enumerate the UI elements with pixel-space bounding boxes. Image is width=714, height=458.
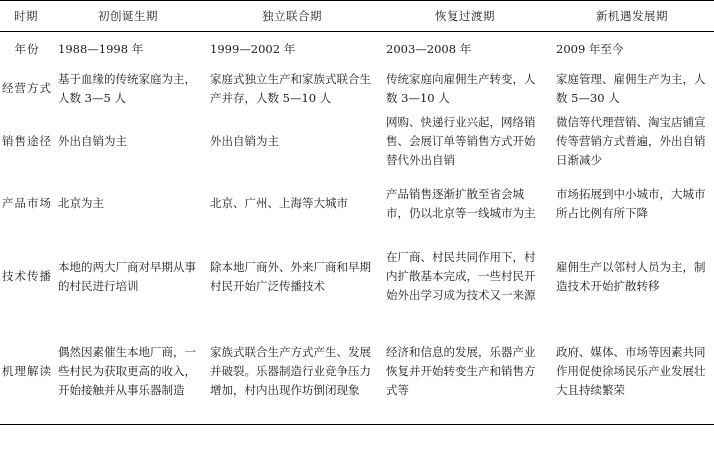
- table-row-sales-channel: [0, 111, 714, 173]
- table-cell: 本地的两大厂商对早期从事的村民进行培训: [58, 259, 196, 293]
- table-body: [0, 32, 714, 425]
- table-cell: 传统家庭向雇佣生产转变，人数 3—10 人: [386, 71, 536, 105]
- table-cell: 经济和信息的发展，乐器产业恢复并开始转变生产和销售方式等: [380, 319, 550, 425]
- table-cell: 外出自销为主: [58, 134, 127, 148]
- header-row: [0, 1, 714, 32]
- table-cell: 市场拓展到中小城市，大城市所占比例有所下降: [556, 186, 706, 220]
- table-row-product-market: [0, 173, 714, 235]
- row-label-year: 年份: [14, 41, 40, 56]
- table-cell: 家族式联合生产方式产生、发展并破裂。乐器制造行业竞争压力增加，村内出现作坊倒闭现象: [204, 319, 380, 425]
- header-period: 时期: [0, 1, 52, 32]
- table-cell: 产品销售逐渐扩散至省会城市，仍以北京等一线城市为主: [386, 186, 536, 220]
- row-label-mechanism: 机理解读: [0, 319, 52, 425]
- table-cell: 网购、快递行业兴起，网络销售、会展订单等销售方式开始替代外出自销: [386, 115, 536, 167]
- table-header: [0, 1, 714, 32]
- table-cell: 微信等代理营销、淘宝店铺宣传等营销方式普遍，外出自销日渐减少: [556, 115, 706, 167]
- table-cell: 2009 年至今: [556, 41, 624, 56]
- header-startup-stage: 初创诞生期: [52, 1, 204, 32]
- table-cell: 雇佣生产以邻村人员为主，制造技术开始扩散转移: [556, 259, 706, 293]
- table-row-year: [0, 32, 714, 67]
- row-label-tech-diffusion: 技术传播: [2, 269, 52, 283]
- table-cell: 北京为主: [58, 196, 104, 210]
- row-label-sales-channel: 销售途径: [2, 134, 52, 148]
- header-recovery-stage: 恢复过渡期: [380, 1, 550, 32]
- table-cell: 家庭式独立生产和家族式联合生产并存，人数 5—10 人: [210, 71, 371, 105]
- table-cell: 北京、广州、上海等大城市: [210, 196, 348, 210]
- table-cell: 基于血缘的传统家庭为主，人数 3—5 人: [58, 71, 196, 105]
- table-cell: 除本地厂商外、外来厂商和早期村民开始广泛传播技术: [210, 259, 371, 293]
- table-cell: 家庭管理、雇佣生产为主，人数 5—30 人: [556, 71, 706, 105]
- header-new-opportunity-stage: 新机遇发展期: [550, 1, 714, 32]
- table-cell: 外出自销为主: [210, 134, 279, 148]
- table-cell: 在厂商、村民共同作用下，村内扩散基本完成，一些村民开始外出学习成为技术又一来源: [386, 250, 536, 302]
- table-cell: 政府、媒体、市场等因素共同作用促使徐场民乐产业发展壮大且持续繁荣: [550, 319, 714, 425]
- header-independent-stage: 独立联合期: [204, 1, 380, 32]
- table-cell: 2003—2008 年: [386, 41, 472, 56]
- table-row-tech-diffusion: [0, 235, 714, 319]
- table-cell: 1988—1998 年: [58, 41, 144, 56]
- row-label-operation-mode: 经营方式: [2, 81, 52, 95]
- table-cell: 偶然因素催生本地厂商，一些村民为获取更高的收入，开始接触并从事乐器制造: [52, 319, 204, 425]
- row-label-product-market: 产品市场: [2, 196, 52, 210]
- table-row-operation-mode: [0, 67, 714, 111]
- table-cell: 1999—2002 年: [210, 41, 296, 56]
- table-row-mechanism: [0, 319, 714, 425]
